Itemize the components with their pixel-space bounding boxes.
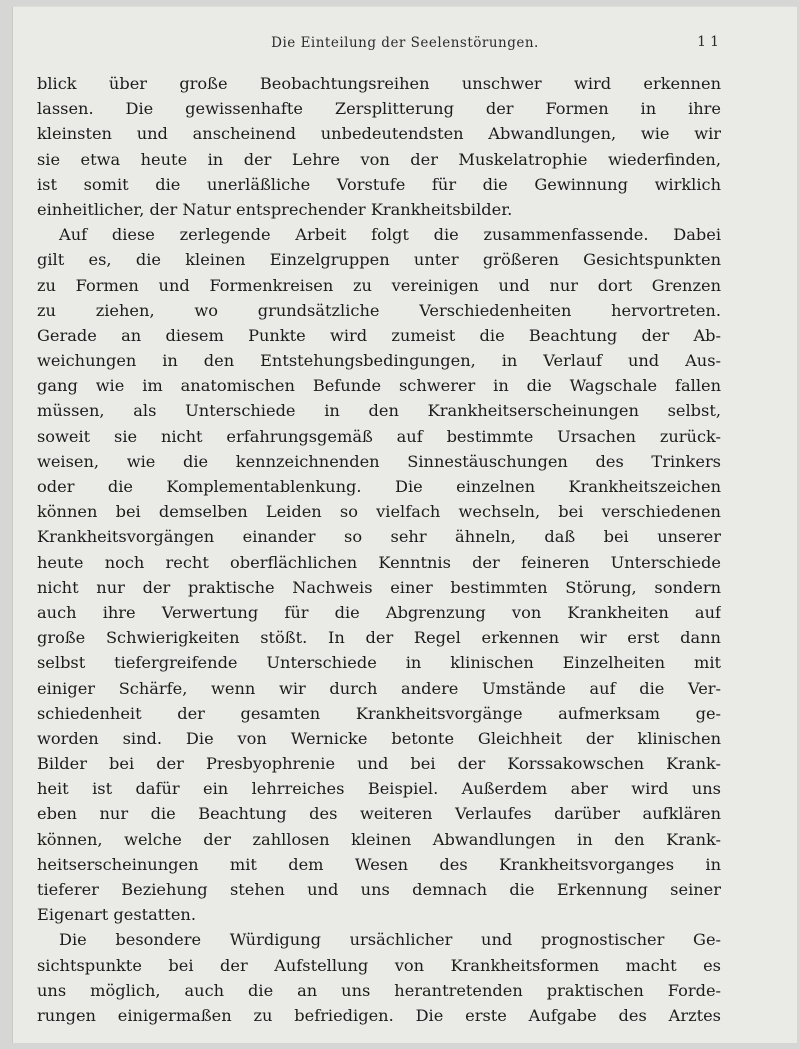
text-line: auch ihre Verwertung für die Abgrenzung von Krankheiten auf <box>37 602 721 622</box>
text-line: können, welche der zahllosen kleinen Abwandlungen in den Krank- <box>37 829 721 849</box>
text-line: weisen, wie die kennzeichnenden Sinnestäuschungen des Trinkers <box>37 451 721 471</box>
text-line: können bei demselben Leiden so vielfach wechseln, bei verschiedenen <box>37 502 721 522</box>
text-line: oder die Komplementablenkung. Die einzelnen Krankheitszeichen <box>37 477 721 496</box>
text-line: rungen einigermaßen zu befriedigen. Die erste Aufgabe des Arztes <box>37 1005 721 1025</box>
running-title: Die Einteilung der Seelenstörungen. <box>271 35 539 51</box>
text-line: Die besondere Würdigung ursächlicher und prognostischer Ge- <box>59 930 721 950</box>
running-header <box>13 33 797 55</box>
text-line: müssen, als Unterschiede in den Krankheitserscheinungen selbst, <box>37 401 721 421</box>
text-line: Bilder bei der Presbyophrenie und bei der Korssakowschen Krank- <box>37 754 721 774</box>
text-line: heit ist dafür ein lehrreiches Beispiel. Außerdem aber wird uns <box>37 779 721 799</box>
text-line: lassen. Die gewissenhafte Zersplitterung der Formen in ihre <box>37 99 721 119</box>
text-line: tieferer Beziehung stehen und uns demnach die Erkennung seiner <box>37 880 721 899</box>
text-line: große Schwierigkeiten stößt. In der Regel erkennen wir erst dann <box>37 628 721 648</box>
text-line: blick über große Beobachtungsreihen unschwer wird erkennen <box>37 74 721 93</box>
text-line: zu ziehen, wo grundsätzliche Verschiedenheiten hervortreten. <box>37 300 721 320</box>
page-number: 11 <box>697 34 723 50</box>
text-line: Auf diese zerlegende Arbeit folgt die zusammenfassende. Dabei <box>59 225 721 245</box>
text-line: sie etwa heute in der Lehre von der Muskelatrophie wiederfinden, <box>37 149 721 169</box>
text-line: gilt es, die kleinen Einzelgruppen unter größeren Gesichtspunkten <box>37 250 721 270</box>
text-line: sichtspunkte bei der Aufstellung von Krankheitsformen macht es <box>37 955 721 975</box>
text-line: schiedenheit der gesamten Krankheitsvorgänge aufmerksam ge- <box>37 703 721 723</box>
text-line: weichungen in den Entstehungsbedingungen, in Verlauf und Aus- <box>37 351 721 371</box>
text-line: worden sind. Die von Wernicke betonte Gleichheit der klinischen <box>37 728 721 748</box>
book-page <box>12 6 797 1043</box>
text-line: soweit sie nicht erfahrungsgemäß auf bestimmte Ursachen zurück- <box>37 426 721 446</box>
text-line: einheitlicher, der Natur entsprechender Krankheitsbilder. <box>37 199 513 219</box>
text-line: Eigenart gestatten. <box>37 905 196 925</box>
text-line: eben nur die Beachtung des weiteren Verlaufes darüber aufklären <box>37 804 721 824</box>
text-line: nicht nur der praktische Nachweis einer bestimmten Störung, sondern <box>37 577 721 597</box>
text-line: Gerade an diesem Punkte wird zumeist die Beachtung der Ab- <box>37 325 721 345</box>
text-line: ist somit die unerläßliche Vorstufe für die Gewinnung wirklich <box>37 174 721 194</box>
text-line: heute noch recht oberflächlichen Kenntnis der feineren Unterschiede <box>37 552 721 572</box>
text-line: heitserscheinungen mit dem Wesen des Krankheitsvorganges in <box>37 854 721 874</box>
text-line: uns möglich, auch die an uns herantretenden praktischen Forde- <box>37 980 721 1000</box>
text-line: selbst tiefergreifende Unterschiede in klinischen Einzelheiten mit <box>37 653 721 673</box>
text-line: gang wie im anatomischen Befunde schwerer in die Wagschale fallen <box>37 376 721 396</box>
body-text <box>37 71 721 1028</box>
text-line: Krankheitsvorgängen einander so sehr ähneln, daß bei unserer <box>37 527 721 547</box>
text-line: einiger Schärfe, wenn wir durch andere Umstände auf die Ver- <box>37 678 721 698</box>
text-line: kleinsten und anscheinend unbedeutendsten Abwandlungen, wie wir <box>37 124 721 144</box>
text-line: zu Formen und Formenkreisen zu vereinigen und nur dort Grenzen <box>37 275 721 295</box>
